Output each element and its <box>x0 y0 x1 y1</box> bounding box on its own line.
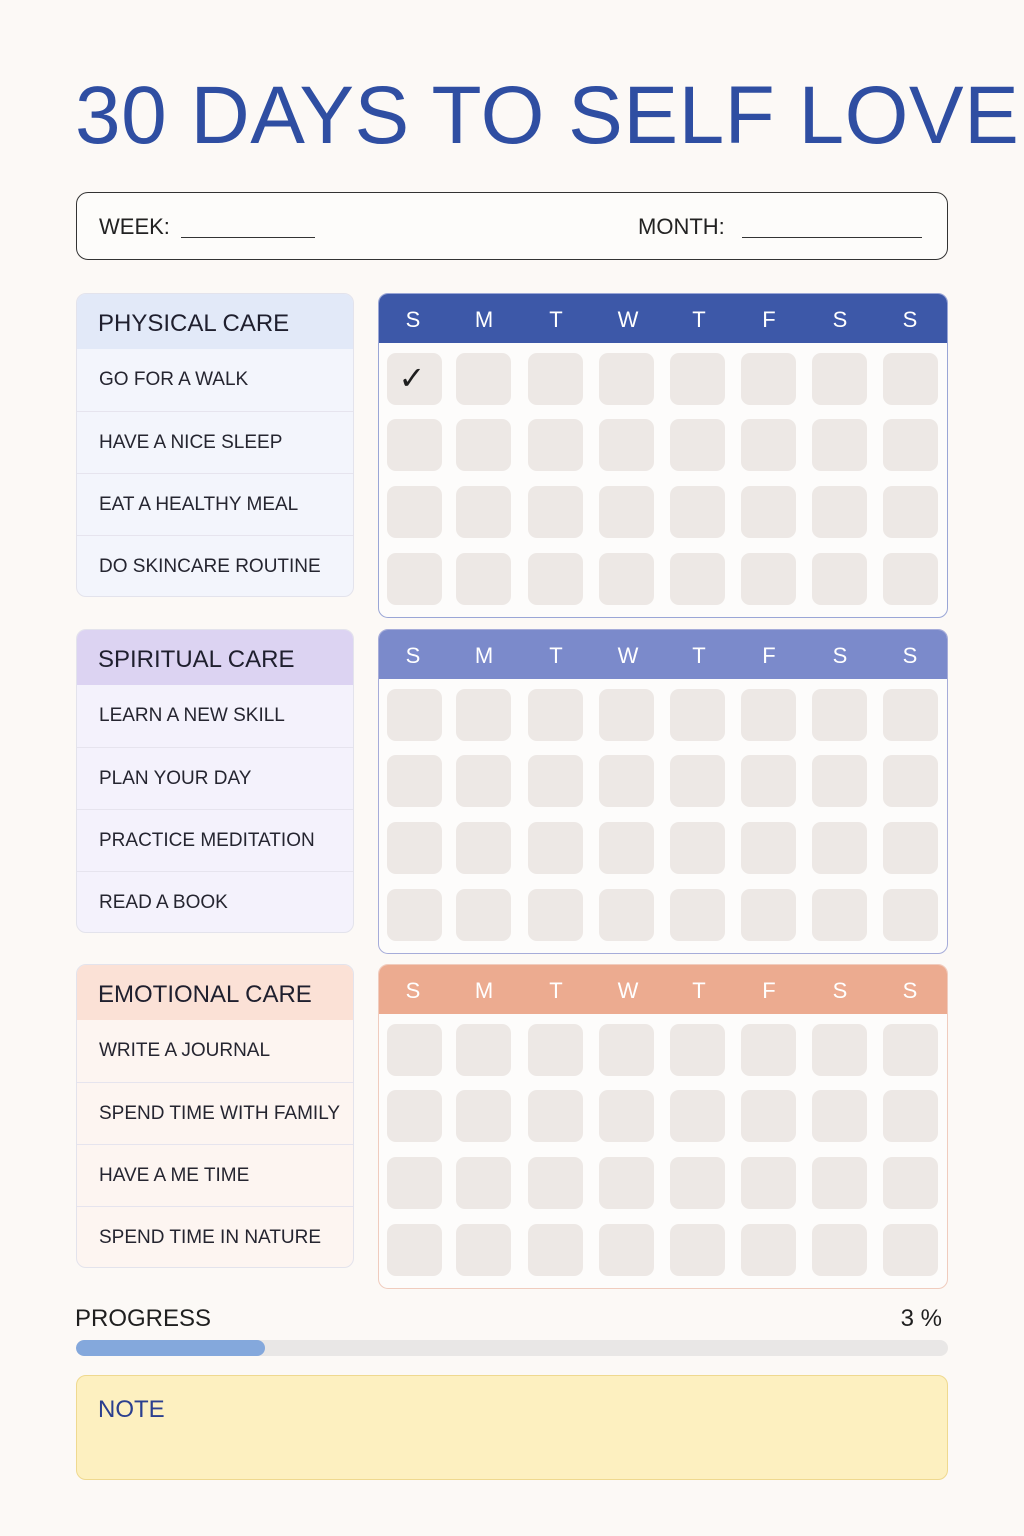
checkbox-cell[interactable] <box>599 689 654 741</box>
day-label: F <box>762 643 776 668</box>
checkbox-cell[interactable] <box>812 553 867 605</box>
checkbox-cell[interactable] <box>741 553 796 605</box>
checkbox-cell[interactable] <box>456 419 511 471</box>
checkbox-cell[interactable] <box>456 1090 511 1142</box>
checkbox-cell[interactable] <box>670 553 725 605</box>
checkbox-cell[interactable] <box>883 889 938 941</box>
checkbox-cell[interactable] <box>599 1157 654 1209</box>
task-label: HAVE A NICE SLEEP <box>77 411 353 473</box>
checkbox-cell[interactable] <box>528 822 583 874</box>
checkbox-cell[interactable] <box>528 889 583 941</box>
checkbox-cell[interactable] <box>741 822 796 874</box>
checkbox-cell[interactable] <box>741 1090 796 1142</box>
checkbox-cell[interactable] <box>528 1157 583 1209</box>
checkbox-cell[interactable] <box>456 1157 511 1209</box>
day-label: F <box>762 978 776 1003</box>
checkbox-cell[interactable] <box>599 553 654 605</box>
day-label: F <box>762 307 776 332</box>
checkbox-cell[interactable] <box>387 486 442 538</box>
checkbox-cell[interactable] <box>528 419 583 471</box>
checkbox-cell[interactable] <box>528 1090 583 1142</box>
day-label: T <box>549 307 563 332</box>
checkbox-cell[interactable] <box>387 553 442 605</box>
progress-fill <box>76 1340 265 1356</box>
physical-care-tracker-grid <box>378 293 948 618</box>
checkbox-cell[interactable] <box>670 486 725 538</box>
checkbox-cell[interactable] <box>741 1224 796 1276</box>
checkbox-cell[interactable] <box>670 1224 725 1276</box>
checkbox-cell[interactable] <box>670 1090 725 1142</box>
task-label: PRACTICE MEDITATION <box>77 809 353 871</box>
checkbox-cell[interactable] <box>670 1157 725 1209</box>
checkbox-cell[interactable] <box>812 822 867 874</box>
day-label: S <box>902 978 918 1003</box>
checkbox-cell[interactable] <box>670 689 725 741</box>
day-label: M <box>474 643 494 668</box>
task-label: EAT A HEALTHY MEAL <box>77 473 353 535</box>
checkbox-cell[interactable] <box>387 1157 442 1209</box>
checkbox-cell[interactable] <box>670 822 725 874</box>
checkbox-cell[interactable] <box>883 419 938 471</box>
checkbox-cell[interactable] <box>883 553 938 605</box>
day-label: W <box>617 307 639 332</box>
checkbox-cell[interactable] <box>456 353 511 405</box>
checkbox-cell[interactable] <box>599 822 654 874</box>
day-label: M <box>474 978 494 1003</box>
emotional-care-tasks <box>76 964 354 1268</box>
checkbox-cell[interactable] <box>456 1024 511 1076</box>
checkbox-cell[interactable] <box>599 1090 654 1142</box>
page-title: 30 DAYS TO SELF LOVE <box>75 70 1020 161</box>
checkbox-cell[interactable] <box>599 889 654 941</box>
progress-bar <box>76 1340 948 1356</box>
task-label: WRITE A JOURNAL <box>99 1040 271 1061</box>
day-header <box>379 294 947 343</box>
checkbox-cell[interactable] <box>456 553 511 605</box>
checkbox-cell[interactable] <box>456 486 511 538</box>
month-field[interactable] <box>742 237 922 238</box>
day-label: W <box>617 643 639 668</box>
checkbox-cell[interactable] <box>599 353 654 405</box>
checkbox-cell[interactable] <box>883 755 938 807</box>
checkbox-cell[interactable] <box>812 353 867 405</box>
checkbox-cell[interactable] <box>387 419 442 471</box>
checkbox-cell[interactable] <box>387 1024 442 1076</box>
day-label: S <box>832 643 848 668</box>
progress-value: 3 % <box>900 1305 942 1332</box>
checkbox-cell[interactable] <box>599 1024 654 1076</box>
month-label: MONTH: <box>638 214 725 239</box>
checkbox-cell[interactable] <box>387 755 442 807</box>
note-box[interactable] <box>76 1375 948 1480</box>
task-label: HAVE A ME TIME <box>77 1144 353 1206</box>
checkbox-cell[interactable] <box>456 755 511 807</box>
checkbox-cell[interactable] <box>883 1157 938 1209</box>
checkbox-cell[interactable] <box>812 486 867 538</box>
checkmark-icon: ✓ <box>398 359 426 396</box>
checkbox-cell[interactable] <box>741 689 796 741</box>
checkbox-cell[interactable] <box>387 353 442 405</box>
checkbox-cell[interactable] <box>528 553 583 605</box>
checkbox-cell[interactable] <box>812 1090 867 1142</box>
checkbox-cell[interactable] <box>528 1024 583 1076</box>
task-label: GO FOR A WALK <box>99 369 249 390</box>
checkbox-cell[interactable] <box>883 1090 938 1142</box>
progress-label: PROGRESS <box>75 1305 212 1332</box>
day-header <box>379 630 947 679</box>
task-label: SPEND TIME WITH FAMILY <box>77 1082 353 1144</box>
checkbox-cell[interactable] <box>812 755 867 807</box>
day-label: S <box>405 978 421 1003</box>
day-label: S <box>902 307 918 332</box>
checkbox-cell[interactable] <box>387 822 442 874</box>
spiritual-care-tasks <box>76 629 354 933</box>
spiritual-care-tracker-grid <box>378 629 948 954</box>
emotional-care-tracker-grid <box>378 964 948 1289</box>
section-title: EMOTIONAL CARE <box>77 965 353 1020</box>
checkbox-cell[interactable] <box>528 486 583 538</box>
checkbox-cell[interactable] <box>812 689 867 741</box>
checkbox-cell[interactable] <box>883 822 938 874</box>
day-label: S <box>832 978 848 1003</box>
day-header <box>379 965 947 1014</box>
checkbox-cell[interactable] <box>528 1224 583 1276</box>
checkbox-cell[interactable] <box>456 889 511 941</box>
day-label: T <box>549 643 563 668</box>
day-label: M <box>474 307 494 332</box>
checkbox-cell[interactable] <box>670 353 725 405</box>
day-label: W <box>617 978 639 1003</box>
checkbox-cell[interactable] <box>599 755 654 807</box>
day-label: T <box>692 307 706 332</box>
checkbox-cell[interactable] <box>812 419 867 471</box>
checkbox-cell[interactable] <box>456 689 511 741</box>
checkbox-cell[interactable] <box>528 689 583 741</box>
note-label: NOTE <box>98 1396 165 1423</box>
checkbox-cell[interactable] <box>387 689 442 741</box>
checkbox-cell[interactable] <box>741 1157 796 1209</box>
checkbox-cell[interactable] <box>812 1157 867 1209</box>
week-field[interactable] <box>181 237 315 238</box>
checkbox-cell[interactable] <box>599 419 654 471</box>
checkbox-cell[interactable] <box>387 1090 442 1142</box>
checkbox-cell[interactable] <box>670 419 725 471</box>
day-label: S <box>902 643 918 668</box>
checkbox-cell[interactable] <box>741 486 796 538</box>
checkbox-cell[interactable] <box>883 486 938 538</box>
checkbox-cell[interactable] <box>528 755 583 807</box>
week-label: WEEK: <box>99 214 170 239</box>
day-label: T <box>692 643 706 668</box>
checkbox-cell[interactable] <box>883 1024 938 1076</box>
day-label: S <box>405 643 421 668</box>
checkbox-cell[interactable] <box>741 755 796 807</box>
task-label: PLAN YOUR DAY <box>77 747 353 809</box>
checkbox-cell[interactable] <box>670 1024 725 1076</box>
checkbox-cell[interactable] <box>741 353 796 405</box>
checkbox-cell[interactable] <box>812 1024 867 1076</box>
week-month-box <box>76 192 948 260</box>
checkbox-cell[interactable] <box>883 353 938 405</box>
checkbox-cell[interactable] <box>670 755 725 807</box>
day-label: T <box>549 978 563 1003</box>
day-label: T <box>692 978 706 1003</box>
task-label: LEARN A NEW SKILL <box>99 705 285 726</box>
task-label: READ A BOOK <box>77 871 353 933</box>
checkbox-cell[interactable] <box>387 1224 442 1276</box>
checkbox-cell[interactable] <box>883 1224 938 1276</box>
checkbox-cell[interactable] <box>741 1024 796 1076</box>
section-title: SPIRITUAL CARE <box>77 630 353 685</box>
physical-care-tasks <box>76 293 354 597</box>
checkbox-cell[interactable] <box>456 822 511 874</box>
day-label: S <box>832 307 848 332</box>
checkbox-cell[interactable] <box>741 889 796 941</box>
checkbox-cell[interactable] <box>528 353 583 405</box>
checkbox-cell[interactable] <box>599 486 654 538</box>
checkbox-cell[interactable] <box>387 889 442 941</box>
checkbox-cell[interactable] <box>883 689 938 741</box>
day-label: S <box>405 307 421 332</box>
checkbox-cell[interactable] <box>812 889 867 941</box>
task-label: DO SKINCARE ROUTINE <box>77 535 353 597</box>
checkbox-cell[interactable] <box>812 1224 867 1276</box>
section-title: PHYSICAL CARE <box>77 294 353 349</box>
checkbox-cell[interactable] <box>670 889 725 941</box>
checkbox-cell[interactable] <box>456 1224 511 1276</box>
checkbox-cell[interactable] <box>599 1224 654 1276</box>
task-label: SPEND TIME IN NATURE <box>77 1206 353 1268</box>
checkbox-cell[interactable] <box>741 419 796 471</box>
